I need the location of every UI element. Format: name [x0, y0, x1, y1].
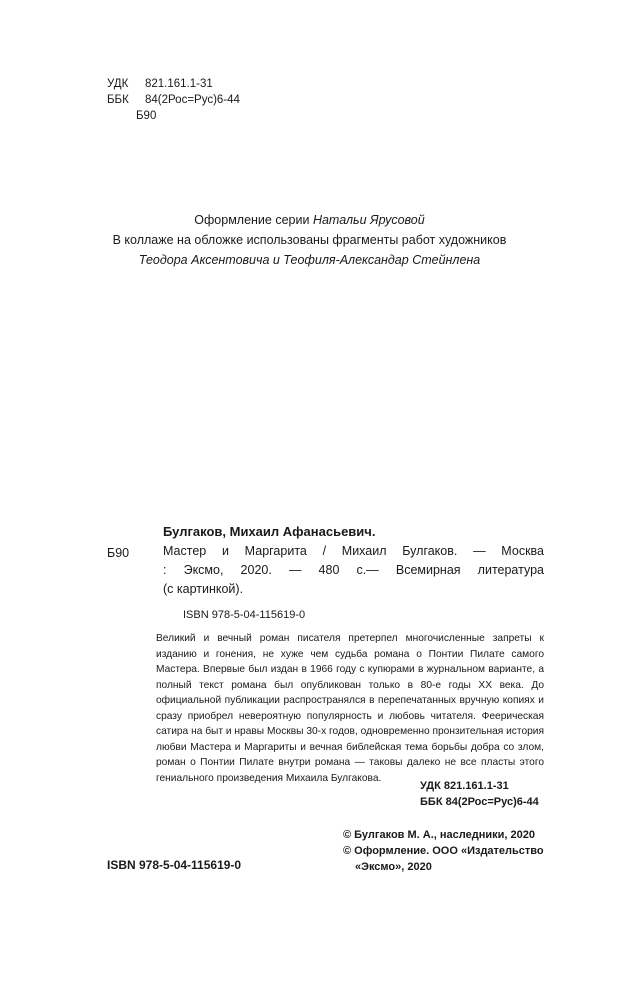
artists-line: Теодора Аксентовича и Теофиля-Александар Стейнлена: [138, 253, 481, 267]
design-credits: [0, 210, 619, 270]
annotation-paragraph: Великий и вечный роман писателя претерпел многочисленные запреты к изданию и гонения, не хуже чем судьба романа о Понтии Пилате самого Мастера. Впервые был издан в 1966 году с купюрами в журнальном варианте, а полный текст романа был опубликован только в 80-е годы XX века. До официальной публикации распространялся в перепечатанных вручную копиях и сразу приобрел невероятную популярность и любовь читателя. Феерическая сатира на быт и нравы Москвы 30-х годов, одновременно пронзительная история любви Мастера и Маргариты и вечная библейская тема борьбы добра со злом, роман о Понтии Пилате внутри романа — таковы далеко не все пласты этого гениального произведения Михаила Булгакова.: [156, 633, 544, 784]
shelf-mark: Б90: [107, 546, 130, 560]
bbk-code: ББК 84(2Рос=Рус)6-44: [420, 796, 539, 808]
author-heading: Булгаков, Михаил Афанасьевич.: [163, 524, 376, 539]
udk-code: УДК 821.161.1-31: [420, 780, 509, 792]
author-mark: Б90: [136, 110, 157, 122]
bbk-row: [107, 94, 240, 106]
isbn-record: ISBN 978-5-04-115619-0: [183, 609, 306, 621]
copyright-line: © Булгаков М. А., наследники, 2020: [343, 829, 535, 841]
description-line: : Эксмо, 2020. — 480 с.— Всемирная литература: [163, 563, 544, 577]
copyright-line: «Эксмо», 2020: [355, 861, 432, 873]
bibliographic-description: [163, 542, 544, 599]
udk-label: УДК: [107, 78, 129, 90]
copyright-block: [343, 827, 544, 875]
footer-isbn: ISBN 978-5-04-115619-0: [107, 858, 242, 872]
udk-value: 821.161.1-31: [145, 78, 213, 90]
series-design-line: Оформление серии Натальи Ярусовой: [194, 213, 425, 227]
copyright-line: © Оформление. ООО «Издательство: [343, 845, 544, 857]
bbk-value: 84(2Рос=Рус)6-44: [145, 94, 240, 106]
udk-row: [107, 78, 213, 90]
bbk-label: ББК: [107, 94, 129, 106]
description-line: Мастер и Маргарита / Михаил Булгаков. — Москва: [163, 544, 544, 558]
designer-name: Натальи Ярусовой: [312, 213, 425, 227]
classification-codes: [420, 778, 539, 810]
description-line: (с картинкой).: [163, 582, 244, 596]
collage-note: В коллаже на обложке использованы фрагменты работ художников: [112, 233, 507, 247]
